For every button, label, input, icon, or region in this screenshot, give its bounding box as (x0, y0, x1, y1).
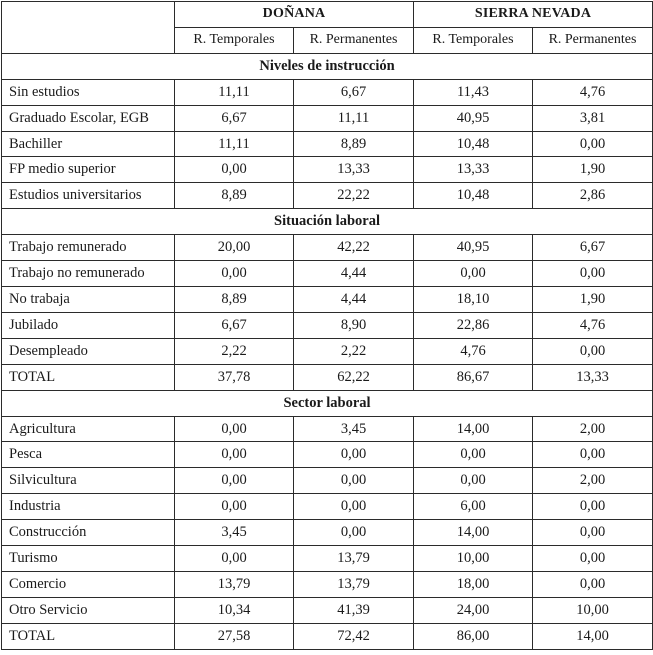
row-label: TOTAL (2, 364, 175, 390)
value-cell: 62,22 (294, 364, 414, 390)
table-row (2, 597, 653, 623)
value-cell: 0,00 (533, 571, 653, 597)
value-cell: 27,58 (175, 623, 294, 649)
value-cell: 0,00 (414, 261, 533, 287)
value-cell: 0,00 (533, 442, 653, 468)
value-cell: 37,78 (175, 364, 294, 390)
value-cell: 0,00 (533, 261, 653, 287)
value-cell: 13,33 (533, 364, 653, 390)
value-cell: 86,67 (414, 364, 533, 390)
value-cell: 4,44 (294, 286, 414, 312)
table-row (2, 131, 653, 157)
table-row (2, 468, 653, 494)
value-cell: 13,79 (294, 571, 414, 597)
value-cell: 2,22 (294, 338, 414, 364)
value-cell: 18,10 (414, 286, 533, 312)
value-cell: 8,90 (294, 312, 414, 338)
section-header-row (2, 390, 653, 416)
subcol-header: R. Temporales (414, 27, 533, 53)
value-cell: 0,00 (175, 157, 294, 183)
corner-cell (2, 2, 175, 54)
value-cell: 0,00 (533, 494, 653, 520)
value-cell: 14,00 (533, 623, 653, 649)
value-cell: 4,76 (533, 79, 653, 105)
value-cell: 0,00 (294, 494, 414, 520)
group-header-row (2, 2, 653, 28)
row-label: Graduado Escolar, EGB (2, 105, 175, 131)
row-label: Turismo (2, 546, 175, 572)
value-cell: 2,86 (533, 183, 653, 209)
value-cell: 0,00 (175, 416, 294, 442)
value-cell: 22,86 (414, 312, 533, 338)
value-cell: 86,00 (414, 623, 533, 649)
row-label: Otro Servicio (2, 597, 175, 623)
value-cell: 10,34 (175, 597, 294, 623)
data-table (1, 1, 653, 650)
row-label: Estudios universitarios (2, 183, 175, 209)
value-cell: 0,00 (533, 520, 653, 546)
value-cell: 22,22 (294, 183, 414, 209)
table-row (2, 442, 653, 468)
value-cell: 40,95 (414, 105, 533, 131)
value-cell: 4,76 (533, 312, 653, 338)
table-row (2, 364, 653, 390)
value-cell: 6,67 (533, 235, 653, 261)
value-cell: 0,00 (533, 546, 653, 572)
row-label: Desempleado (2, 338, 175, 364)
row-label: Jubilado (2, 312, 175, 338)
value-cell: 11,11 (294, 105, 414, 131)
subcol-header: R. Temporales (175, 27, 294, 53)
row-label: Industria (2, 494, 175, 520)
value-cell: 0,00 (533, 131, 653, 157)
value-cell: 8,89 (175, 286, 294, 312)
table-row (2, 79, 653, 105)
value-cell: 0,00 (414, 468, 533, 494)
table-row (2, 416, 653, 442)
value-cell: 13,33 (414, 157, 533, 183)
table-row (2, 157, 653, 183)
section-header-row (2, 209, 653, 235)
value-cell: 0,00 (175, 546, 294, 572)
section-title: Sector laboral (2, 390, 653, 416)
subcol-header: R. Permanentes (533, 27, 653, 53)
value-cell: 11,11 (175, 131, 294, 157)
group-header-donana: DOÑANA (175, 2, 414, 28)
table-header (2, 2, 653, 54)
value-cell: 0,00 (533, 338, 653, 364)
value-cell: 0,00 (414, 442, 533, 468)
value-cell: 0,00 (175, 261, 294, 287)
value-cell: 2,22 (175, 338, 294, 364)
value-cell: 18,00 (414, 571, 533, 597)
value-cell: 13,79 (175, 571, 294, 597)
value-cell: 42,22 (294, 235, 414, 261)
value-cell: 0,00 (294, 468, 414, 494)
table-row (2, 261, 653, 287)
value-cell: 13,79 (294, 546, 414, 572)
subcol-header: R. Permanentes (294, 27, 414, 53)
section-header-row (2, 53, 653, 79)
row-label: Bachiller (2, 131, 175, 157)
value-cell: 3,45 (175, 520, 294, 546)
table-row (2, 286, 653, 312)
row-label: Trabajo no remunerado (2, 261, 175, 287)
row-label: Trabajo remunerado (2, 235, 175, 261)
row-label: FP medio superior (2, 157, 175, 183)
value-cell: 1,90 (533, 157, 653, 183)
value-cell: 10,48 (414, 183, 533, 209)
value-cell: 11,11 (175, 79, 294, 105)
value-cell: 3,81 (533, 105, 653, 131)
value-cell: 1,90 (533, 286, 653, 312)
value-cell: 20,00 (175, 235, 294, 261)
row-label: No trabaja (2, 286, 175, 312)
value-cell: 11,43 (414, 79, 533, 105)
value-cell: 8,89 (294, 131, 414, 157)
row-label: Sin estudios (2, 79, 175, 105)
value-cell: 24,00 (414, 597, 533, 623)
table-row (2, 312, 653, 338)
table-row (2, 494, 653, 520)
value-cell: 10,00 (533, 597, 653, 623)
value-cell: 10,00 (414, 546, 533, 572)
value-cell: 72,42 (294, 623, 414, 649)
value-cell: 6,67 (175, 105, 294, 131)
section-title: Situación laboral (2, 209, 653, 235)
table-row (2, 235, 653, 261)
value-cell: 2,00 (533, 468, 653, 494)
row-label: Silvicultura (2, 468, 175, 494)
row-label: Construcción (2, 520, 175, 546)
row-label: Comercio (2, 571, 175, 597)
value-cell: 13,33 (294, 157, 414, 183)
value-cell: 41,39 (294, 597, 414, 623)
table-body (2, 53, 653, 649)
value-cell: 0,00 (175, 468, 294, 494)
table-row (2, 105, 653, 131)
value-cell: 0,00 (175, 494, 294, 520)
value-cell: 6,67 (294, 79, 414, 105)
value-cell: 4,44 (294, 261, 414, 287)
table-row (2, 571, 653, 597)
row-label: Agricultura (2, 416, 175, 442)
value-cell: 14,00 (414, 520, 533, 546)
value-cell: 0,00 (175, 442, 294, 468)
table-row (2, 520, 653, 546)
row-label: TOTAL (2, 623, 175, 649)
value-cell: 6,67 (175, 312, 294, 338)
group-header-sierra-nevada: SIERRA NEVADA (414, 2, 653, 28)
value-cell: 10,48 (414, 131, 533, 157)
section-title: Niveles de instrucción (2, 53, 653, 79)
row-label: Pesca (2, 442, 175, 468)
table-row (2, 623, 653, 649)
value-cell: 3,45 (294, 416, 414, 442)
value-cell: 4,76 (414, 338, 533, 364)
value-cell: 0,00 (294, 520, 414, 546)
value-cell: 6,00 (414, 494, 533, 520)
value-cell: 40,95 (414, 235, 533, 261)
value-cell: 2,00 (533, 416, 653, 442)
value-cell: 14,00 (414, 416, 533, 442)
value-cell: 8,89 (175, 183, 294, 209)
table-row (2, 546, 653, 572)
table-row (2, 183, 653, 209)
table-row (2, 338, 653, 364)
value-cell: 0,00 (294, 442, 414, 468)
